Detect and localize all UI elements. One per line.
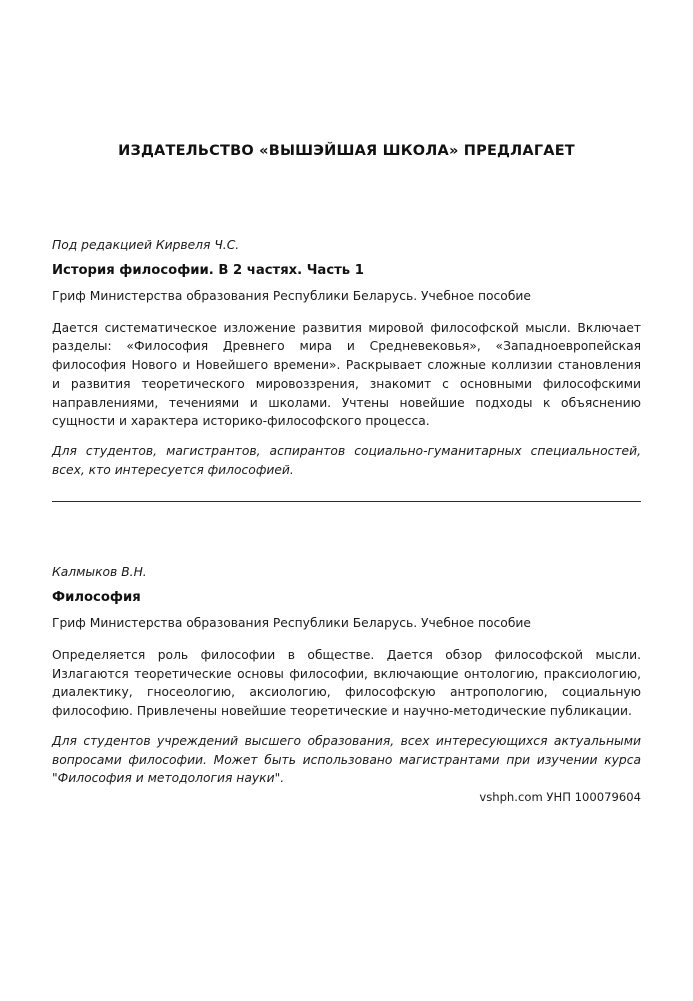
page-title: ИЗДАТЕЛЬСТВО «ВЫШЭЙШАЯ ШКОЛА» ПРЕДЛАГАЕТ [118, 143, 575, 159]
catalog-entry [52, 564, 641, 788]
entry-title: Философия [52, 590, 141, 606]
entry-editor: Под редакцией Кирвеля Ч.С. [52, 238, 240, 252]
catalog-entry-list [52, 237, 641, 788]
entry-divider [52, 501, 641, 502]
entry-audience: Для студентов, магистрантов, аспирантов социально-гуманитарных специальностей, всех, кто интересуется философией. [52, 443, 641, 477]
entry-title: История философии. В 2 частях. Часть 1 [52, 262, 364, 278]
entry-editor: Калмыков В.Н. [52, 565, 147, 580]
catalog-entry [52, 237, 641, 502]
entry-description: Дается систематическое изложение развития мировой философской мысли. Включает разделы: «Философия Древнего мира и Средневековья», «Западноевропейская философия Нового и Новейшего времени». Раскрывает сложные коллизии становления и развития теоретического мировоззрения, знакомит с основными философскими направлениями, течениями и школами. Учтены новейшие подходы к объяснению сущности и характера историко-философского процесса. [52, 320, 641, 429]
page-footer: vshph.com УНП 100079604 [479, 790, 641, 804]
entry-description: Определяется роль философии в обществе. Дается обзор философской мысли. Излагаются теоретические основы философии, включающие онтологию, праксиологию, диалектику, гносеологию, аксиологию, философскую антропологию, социальную философию. Привлечены новейшие теоретические и научно-методические публикации. [52, 648, 641, 719]
entry-audience: Для студентов учреждений высшего образования, всех интересующихся актуальными вопросами философии. Может быть использовано магистрантами при изучении курса "Философия и методология науки". [52, 733, 641, 786]
entry-ministry-stamp: Гриф Министерства образования Республики Беларусь. Учебное пособие [52, 288, 531, 303]
entry-ministry-stamp: Гриф Министерства образования Республики Беларусь. Учебное пособие [52, 616, 531, 631]
